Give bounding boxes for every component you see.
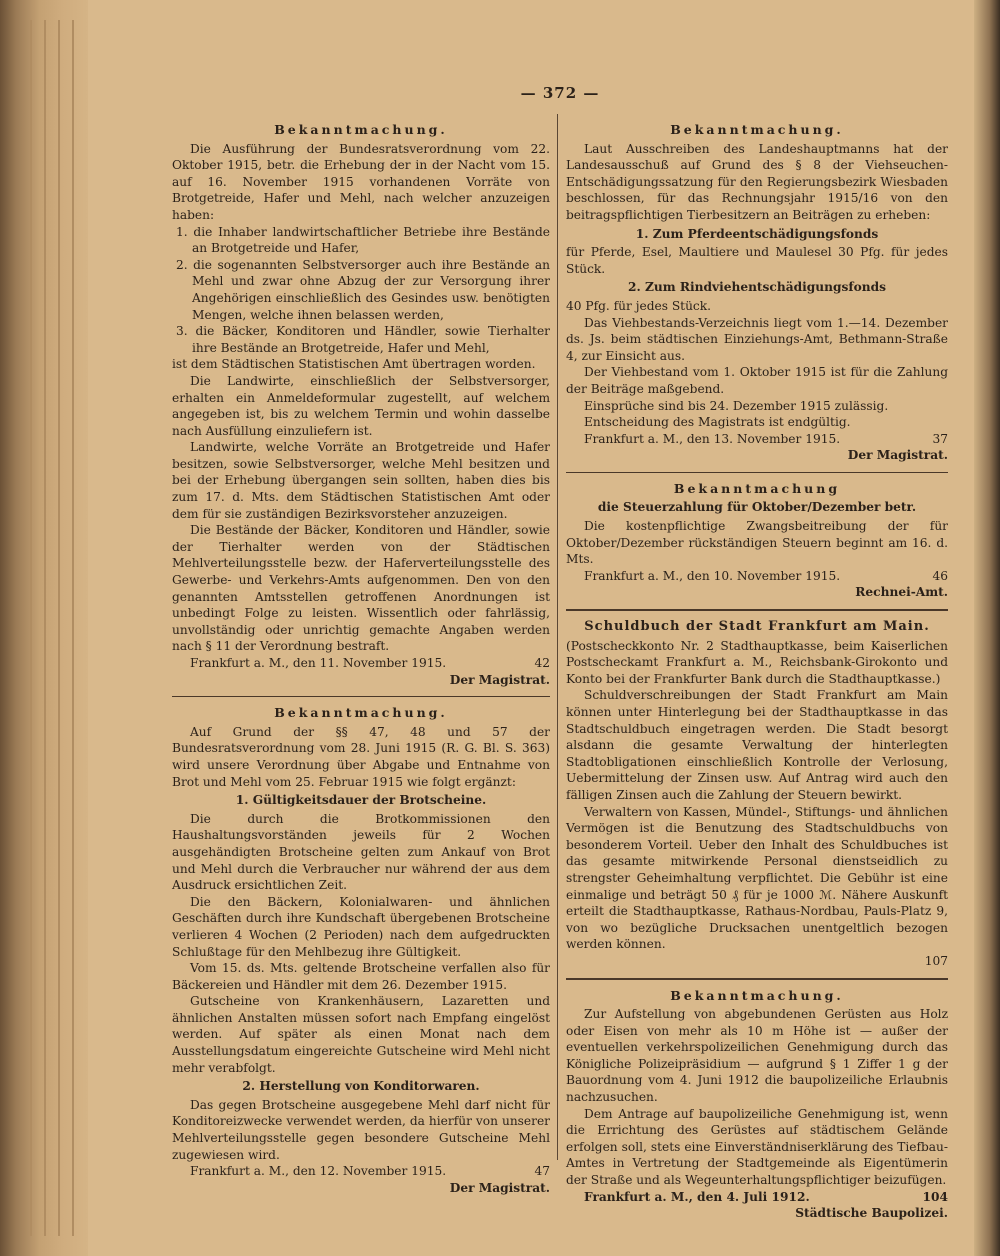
- notice-number: 47: [534, 1164, 550, 1179]
- list-item: 3. die Bäcker, Konditoren und Händler, sowie Tierhalter ihre Bestände an Brotgetreide, Hafer und Mehl,: [176, 324, 550, 355]
- place-date-line: [172, 1163, 550, 1180]
- page-leaf-edge: [58, 20, 60, 1236]
- right-column: [566, 118, 948, 1224]
- notice-title: Bekanntmachung.: [274, 122, 448, 137]
- paragraph: Verwaltern von Kassen, Mündel-, Stiftungs- und ähnlichen Vermögen ist die Benutzung des Stadtschuldbuchs von besonderem Vorteil. Ueber den Inhalt des Schuldbuches ist das gesamte mitwirkende Personal dienstseidlich zu strengster Geheimhaltung verpflichtet. Die Gebühr ist eine einmalige und beträgt 50 ₰ für je 1000 ℳ. Nähere Auskunft erteilt die Stadthauptkasse, Rathaus-Nordbau, Pauls-Platz 9, von wo bezügliche Drucksachen unentgeltlich bezogen werden können.: [566, 804, 948, 952]
- signature: Städtische Baupolizei.: [795, 1206, 948, 1221]
- page-number: — 372 —: [520, 84, 600, 102]
- notice-bread-vouchers: [172, 705, 550, 1196]
- notice-tax-collection: [566, 481, 948, 601]
- list-item: 2. die sogenannten Selbstversorger auch ihre Bestände an Mehl und zwar ohne Abzug der zur Versorgung ihrer Angehörigen einschließlich des Gesindes usw. benötigten Mengen, welche ihnen belassen werden,: [176, 257, 550, 322]
- paragraph: Die den Bäckern, Kolonialwaren- und ähnlichen Geschäften durch ihre Kundschaft übergebenen Brotscheine verlieren 4 Wochen (2 Perioden) nach dem aufgedruckten Schlußtage für den Mehlbezug ihre Gültigkeit.: [172, 894, 550, 959]
- list-item: 1. die Inhaber landwirtschaftlicher Betriebe ihre Bestände an Brotgetreide und Hafer,: [176, 224, 550, 256]
- place-date-line: [566, 568, 948, 585]
- notice-number: 107: [924, 953, 948, 968]
- place-date: Frankfurt a. M., den 10. November 1915.: [584, 568, 841, 583]
- notice-number: 46: [932, 568, 948, 583]
- place-date-line: [566, 431, 948, 448]
- notice-livestock-fees: [566, 122, 948, 464]
- notice-intro: Die Ausführung der Bundesratsverordnung vom 22. Oktober 1915, betr. die Erhebung der in der Nacht vom 15. auf 16. November 1915 vorhandenen Vorräte von Brotgetreide, Hafer und Mehl, nach welcher anzuzeigen haben:: [172, 141, 550, 222]
- paragraph: Zur Aufstellung von abgebundenen Gerüsten aus Holz oder Eisen von mehr als 10 m Höhe ist — außer der eventuellen verkehrspolizeilichen Genehmigung durch das Königliche Polizeipräsidium — aufgrund § 1 Ziffer 1 g der Bauordnung vom 4. Juni 1912 die baupolizeiliche Erlaubnis nachzusuchen.: [566, 1007, 948, 1105]
- paragraph: Landwirte, welche Vorräte an Brotgetreide und Hafer besitzen, sowie Selbstversorger, welche Mehl besitzen und bei der Erhebung übergangen sein sollten, haben dies bis zum 17. d. Mts. dem Städtischen Statistischen Amt oder dem für sie zuständigen Bezirksvorsteher anzuzeigen.: [172, 440, 550, 521]
- paragraph: Schuldverschreibungen der Stadt Frankfurt am Main können unter Hinterlegung bei der Stadthauptkasse in das Stadtschuldbuch eingetragen werden. Die Stadt besorgt alsdann die gesamte Verwaltung der hinterlegten Stadtobligationen einschließlich Kontrolle der Verlosung, Uebermittelung der Zinsen usw. Auf Antrag wird auch den fälligen Zinsen auch die Zahlung der Steuern bewirkt.: [566, 688, 948, 802]
- paragraph: Die Landwirte, einschließlich der Selbstversorger, erhalten ein Anmeldeformular zugestellt, auf welchem angegeben ist, bis zu welchem Termin und wohin dasselbe nach Ausfüllung einzuliefern ist.: [172, 373, 550, 438]
- paragraph: ist dem Städtischen Statistischen Amt übertragen worden.: [172, 357, 536, 372]
- notice-intro: Auf Grund der §§ 47, 48 und 57 der Bundesratsverordnung vom 28. Juni 1915 (R. G. Bl. S. 363) wird unsere Verordnung über Abgabe und Entnahme von Brot und Mehl vom 25. Februar 1915 wie folgt ergänzt:: [172, 724, 550, 789]
- signature: Der Magistrat.: [847, 448, 948, 463]
- notice-title: Bekanntmachung: [673, 480, 841, 496]
- signature: Rechnei-Amt.: [855, 585, 948, 600]
- notice-subtitle: die Steuerzahlung für Oktober/Dezember betr.: [597, 500, 917, 515]
- paragraph: Dem Antrage auf baupolizeiliche Genehmigung ist, wenn die Errichtung des Gerüstes auf städtischem Gelände erfolgen soll, stets eine Einverständniserklärung des Tiefbau-Amtes in Vertretung der Stadtgemeinde als Eigentümerin der Straße und als Wegeunterhaltungspflichtiger beizufügen.: [566, 1106, 948, 1188]
- paragraph: Die durch die Brotkommissionen den Haushaltungsvorständen jeweils für 2 Wochen ausgehändigten Brotscheine gelten zum Ankauf von Brot und Mehl durch die Verbraucher nur während der aus dem Ausdruck ersichtlichen Zeit.: [172, 811, 550, 893]
- page-leaf-edge: [30, 20, 32, 1236]
- paragraph: Entscheidung des Magistrats ist endgültig.: [584, 415, 851, 430]
- notice-title: Bekanntmachung.: [670, 122, 844, 137]
- notice-number: 104: [922, 1189, 948, 1204]
- paragraph: Gutscheine von Krankenhäusern, Lazaretten und ähnlichen Anstalten müssen sofort nach Empfang eingelöst werden. Auf später als einen Monat nach dem Ausstellungsdatum eingereichte Gutscheine wird Mehl nicht mehr verabfolgt.: [172, 994, 550, 1075]
- notice-title: Bekanntmachung.: [670, 987, 844, 1003]
- paragraph: 40 Pfg. für jedes Stück.: [566, 298, 712, 313]
- notice-title: Bekanntmachung.: [274, 705, 448, 721]
- paragraph: Die kostenpflichtige Zwangsbeitreibung der für Oktober/Dezember rückständigen Steuern beginnt am 16. d. Mts.: [566, 519, 948, 567]
- paragraph: Einsprüche sind bis 24. Dezember 1915 zulässig.: [584, 398, 889, 413]
- notice-separator: [566, 978, 948, 980]
- notice-debt-register: [566, 619, 948, 969]
- signature: Der Magistrat.: [449, 1180, 550, 1195]
- section-heading: 2. Zum Rindviehentschädigungsfonds: [627, 280, 886, 295]
- place-date: Frankfurt a. M., den 11. November 1915.: [190, 656, 447, 670]
- book-spine: [0, 0, 88, 1256]
- book-right-edge: [974, 0, 1000, 1256]
- notice-separator: [172, 696, 550, 697]
- page-leaf-edge: [44, 20, 46, 1236]
- notice-separator: [566, 609, 948, 611]
- page-leaf-edge: [72, 20, 74, 1236]
- section-heading: 2. Herstellung von Konditorwaren.: [242, 1079, 480, 1094]
- place-date: Frankfurt a. M., den 12. November 1915.: [190, 1164, 447, 1179]
- column-divider: [557, 114, 558, 1160]
- paragraph: Das gegen Brotscheine ausgegebene Mehl darf nicht für Konditoreizwecke verwendet werden, da hierfür von unserer Mehlverteilungsstelle gegen besondere Gutscheine Mehl zugewiesen wird.: [172, 1097, 550, 1162]
- paragraph: Die Bestände der Bäcker, Konditoren und Händler, sowie der Tierhalter werden von der Städtischen Mehlverteilungsstelle bezw. der Haferverteilungsstelle des Gewerbe- und Verkehrs-Amts aufgenommen. Den von den genannten Amtsstellen getroffenen Anordnungen ist unbedingt Folge zu leisten. Wissentlich oder fahrlässig, unvollständig oder unrichtig gemachte Angaben werden nach § 11 der Verordnung bestraft.: [172, 523, 550, 654]
- paragraph: (Postscheckkonto Nr. 2 Stadthauptkasse, beim Kaiserlichen Postscheckamt Frankfurt a. M., Reichsbank-Girokonto und Konto bei der Frankfurter Bank durch die Stadthauptkasse.): [566, 638, 948, 686]
- notice-title: Schuldbuch der Stadt Frankfurt am Main.: [584, 619, 930, 635]
- notice-intro: Laut Ausschreiben des Landeshauptmanns hat der Landesausschuß auf Grund des § 8 der Viehseuchen-Entschädigungssatzung für den Regierungsbezirk Wiesbaden beschlossen, für das Rechnungsjahr 1915/16 von den beitragspflichtigen Tierbesitzern an Beiträgen zu erheben:: [566, 141, 948, 222]
- paragraph: Das Viehbestands-Verzeichnis liegt vom 1.—14. Dezember ds. Js. beim städtischen Einziehungs-Amt, Bethmann-Straße 4, zur Einsicht aus.: [566, 315, 948, 363]
- place-date-line: [172, 655, 550, 672]
- place-date: Frankfurt a. M., den 4. Juli 1912.: [584, 1189, 810, 1204]
- section-heading: 1. Gültigkeitsdauer der Brotscheine.: [235, 793, 487, 808]
- paragraph: Vom 15. ds. Mts. geltende Brotscheine verfallen also für Bäckereien und Händler mit dem 26. Dezember 1915.: [172, 961, 550, 992]
- notice-number: 37: [932, 431, 948, 446]
- notice-grain-survey: [172, 122, 550, 688]
- place-date-line: [566, 1189, 948, 1206]
- signature: Der Magistrat.: [449, 672, 550, 687]
- paragraph: für Pferde, Esel, Maultiere und Maulesel 30 Pfg. für jedes Stück.: [566, 245, 948, 276]
- notice-number: 42: [534, 656, 550, 670]
- place-date: Frankfurt a. M., den 13. November 1915.: [584, 431, 841, 446]
- section-heading: 1. Zum Pferdeentschädigungsfonds: [635, 226, 879, 241]
- paragraph: Der Viehbestand vom 1. Oktober 1915 ist für die Zahlung der Beiträge maßgebend.: [566, 365, 948, 396]
- notice-scaffolding: [566, 988, 948, 1222]
- left-column: [172, 118, 550, 1198]
- notice-separator: [566, 472, 948, 473]
